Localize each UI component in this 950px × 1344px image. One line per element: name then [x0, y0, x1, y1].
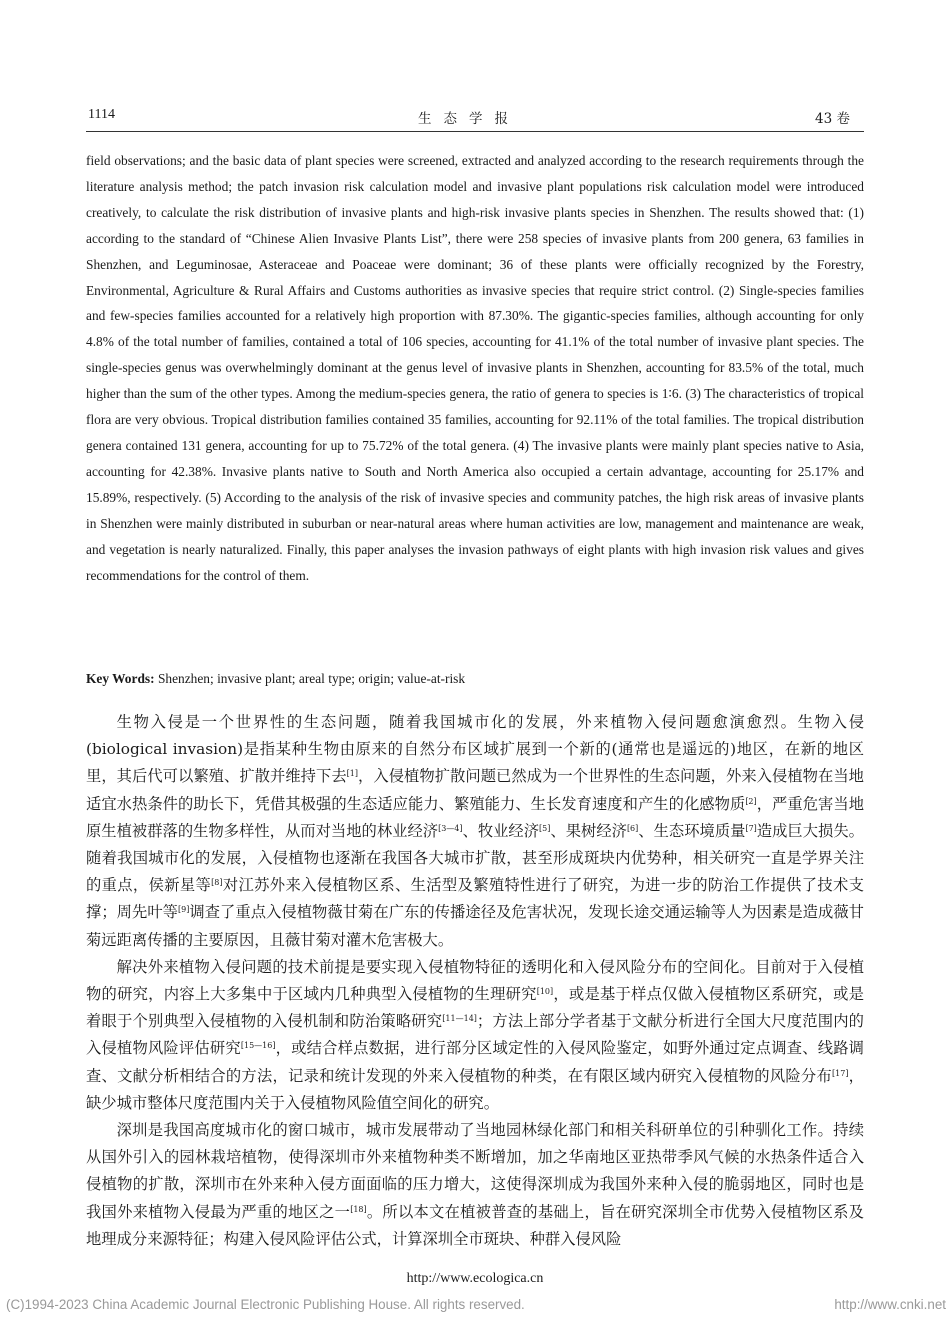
journal-url: http://www.ecologica.cn	[406, 1271, 544, 1286]
body-paragraph-2: 解决外来植物入侵问题的技术前提是要实现入侵植物特征的透明化和入侵风险分布的空间化。目前对于入侵植物的研究，内容上大多集中于区域内几种典型入侵植物的生理研究[10]，或是基于样点仅做入侵植物区系研究，或是着眼于个别典型入侵植物的入侵机制和防治策略研究[11—14]；方法上部分学者基于文献分析进行全国大尺度范围内的入侵植物风险评估研究[15—16]，或结合样点数据，进行部分区域定性的入侵风险鉴定，如野外通过定点调查、线路调查、文献分析相结合的方法，记录和统计发现的外来入侵植物的种类，在有限区域内研究入侵植物的风险分布[17]，缺少城市整体尺度范围内关于入侵植物风险值空间化的研究。	[86, 957, 864, 1112]
keywords	[86, 667, 864, 691]
keywords-text: Shenzhen; invasive plant; areal type; origin; value-at-risk	[157, 671, 466, 686]
copyright-text: (C)1994-2023 China Academic Journal Electronic Publishing House. All rights reserved.	[6, 1297, 525, 1312]
citation: [17]	[832, 1068, 849, 1078]
citation: [8]	[211, 878, 223, 888]
citation: [3—4]	[438, 823, 463, 833]
citation: [11—14]	[442, 1014, 477, 1024]
citation: [5]	[539, 823, 551, 833]
citation: [9]	[178, 905, 190, 915]
body-paragraph-1: 生物入侵是一个世界性的生态问题，随着我国城市化的发展，外来植物入侵问题愈演愈烈。生物入侵(biological invasion)是指某种生物由原来的自然分布区域扩展到一个新的(通常也是遥远的)地区，在新的地区里，其后代可以繁殖、扩散并维持下去[1]，入侵植物扩散问题已然成为一个世界性的生态问题，外来入侵植物在当地适宜水热条件的助长下，凭借其极强的生态适应能力、繁殖能力、生长发育速度和产生的化感物质[2]，严重危害当地原生植被群落的生物多样性，从而对当地的林业经济[3—4]、牧业经济[5]、果树经济[6]、生态环境质量[7]造成巨大损失。随着我国城市化的发展，入侵植物也逐渐在我国各大城市扩散，甚至形成斑块内优势种，相关研究一直是学界关注的重点，侯新星等[8]对江苏外来入侵植物区系、生活型及繁殖特性进行了研究，为进一步的防治工作提供了技术支撑；周先叶等[9]调查了重点入侵植物薇甘菊在广东的传播途径及危害状况，发现长途交通运输等人为因素是造成薇甘菊远距离传播的主要原因，且薇甘菊对灌木危害极大。	[86, 713, 864, 949]
body-text	[86, 709, 864, 1253]
citation: [2]	[745, 796, 757, 806]
citation: [7]	[745, 823, 757, 833]
running-header	[88, 107, 850, 129]
cnki-url: http://www.cnki.net	[834, 1297, 946, 1312]
abstract-text: field observations; and the basic data of plant species were screened, extracted and analyzed according to the research requirements through the literature analysis method; the patch invasion risk calculation model and invasive plant populations risk calculation model were introduced creatively, to calculate the risk distribution of invasive plants and high-risk invasive plants species in Shenzhen. The results showed that: (1) according to the standard of “Chinese Alien Invasive Plants List”, there were 258 species of invasive plants from 200 genera, 63 families in Shenzhen, and Leguminosae, Asteraceae and Poaceae were dominant; 36 of these plants were officially recognized by the Forestry, Environmental, Agriculture & Rural Affairs and Customs authorities as invasive species that require strict control. (2) Single-species families and few-species families accounted for a relatively high proportion with 87.30%. The gigantic-species families, although accounting for only 4.8% of the total number of families, contained a total of 106 species, accounting for 41.1% of the total number of invasive plant species. The single-species genus was overwhelmingly dominant at the genus level of invasive plants in Shenzhen, accounting for 83.5% of the total, much higher than the sum of the other types. Among the medium-species genera, the ratio of genera to species is 1∶6. (3) The characteristics of tropical flora are very obvious. Tropical distribution families contained 35 families, accounting for 92.11% of the total families. The tropical distribution genera contained 131 genera, accounting for up to 75.72% of the total genera. (4) The invasive plants were mainly plant species native to Asia, accounting for 42.38%. Invasive plants native to South and North America also occupied a certain advantage, accounting for 25.17% and 15.89%, respectively. (5) According to the analysis of the risk of invasive species and community patches, the high risk areas of invasive plants in Shenzhen were mainly distributed in suburban or near-natural areas where human activities are low, management and maintenance are weak, and vegetation is nearly naturalized. Finally, this paper analyses the invasion pathways of eight plants with high invasion risk values and gives recommendations for the control of them.	[86, 153, 864, 583]
journal-title: 生态学报	[418, 111, 520, 127]
citation: [18]	[350, 1204, 367, 1214]
header-rule	[86, 131, 864, 132]
citation: [10]	[536, 987, 554, 997]
keywords-label: Key Words:	[86, 671, 155, 686]
citation: [6]	[626, 823, 639, 833]
citation: [1]	[346, 769, 358, 779]
citation: [15—16]	[240, 1041, 276, 1051]
body-paragraph-3: 深圳是我国高度城市化的窗口城市，城市发展带动了当地园林绿化部门和相关科研单位的引种驯化工作。持续从国外引入的园林栽培植物，使得深圳市外来植物种类不断增加，加之华南地区亚热带季风气候的水热条件适合入侵植物的扩散，深圳市在外来种入侵方面面临的压力增大，这使得深圳成为我国外来种入侵的脆弱地区，同时也是我国外来植物入侵最为严重的地区之一[18]。所以本文在植被普查的基础上，旨在研究深圳全市优势入侵植物区系及地理成分来源特征；构建入侵风险评估公式，计算深圳全市斑块、种群入侵风险	[86, 1121, 864, 1248]
page-number: 1114	[88, 107, 115, 122]
volume-label: 43 卷	[815, 111, 850, 127]
